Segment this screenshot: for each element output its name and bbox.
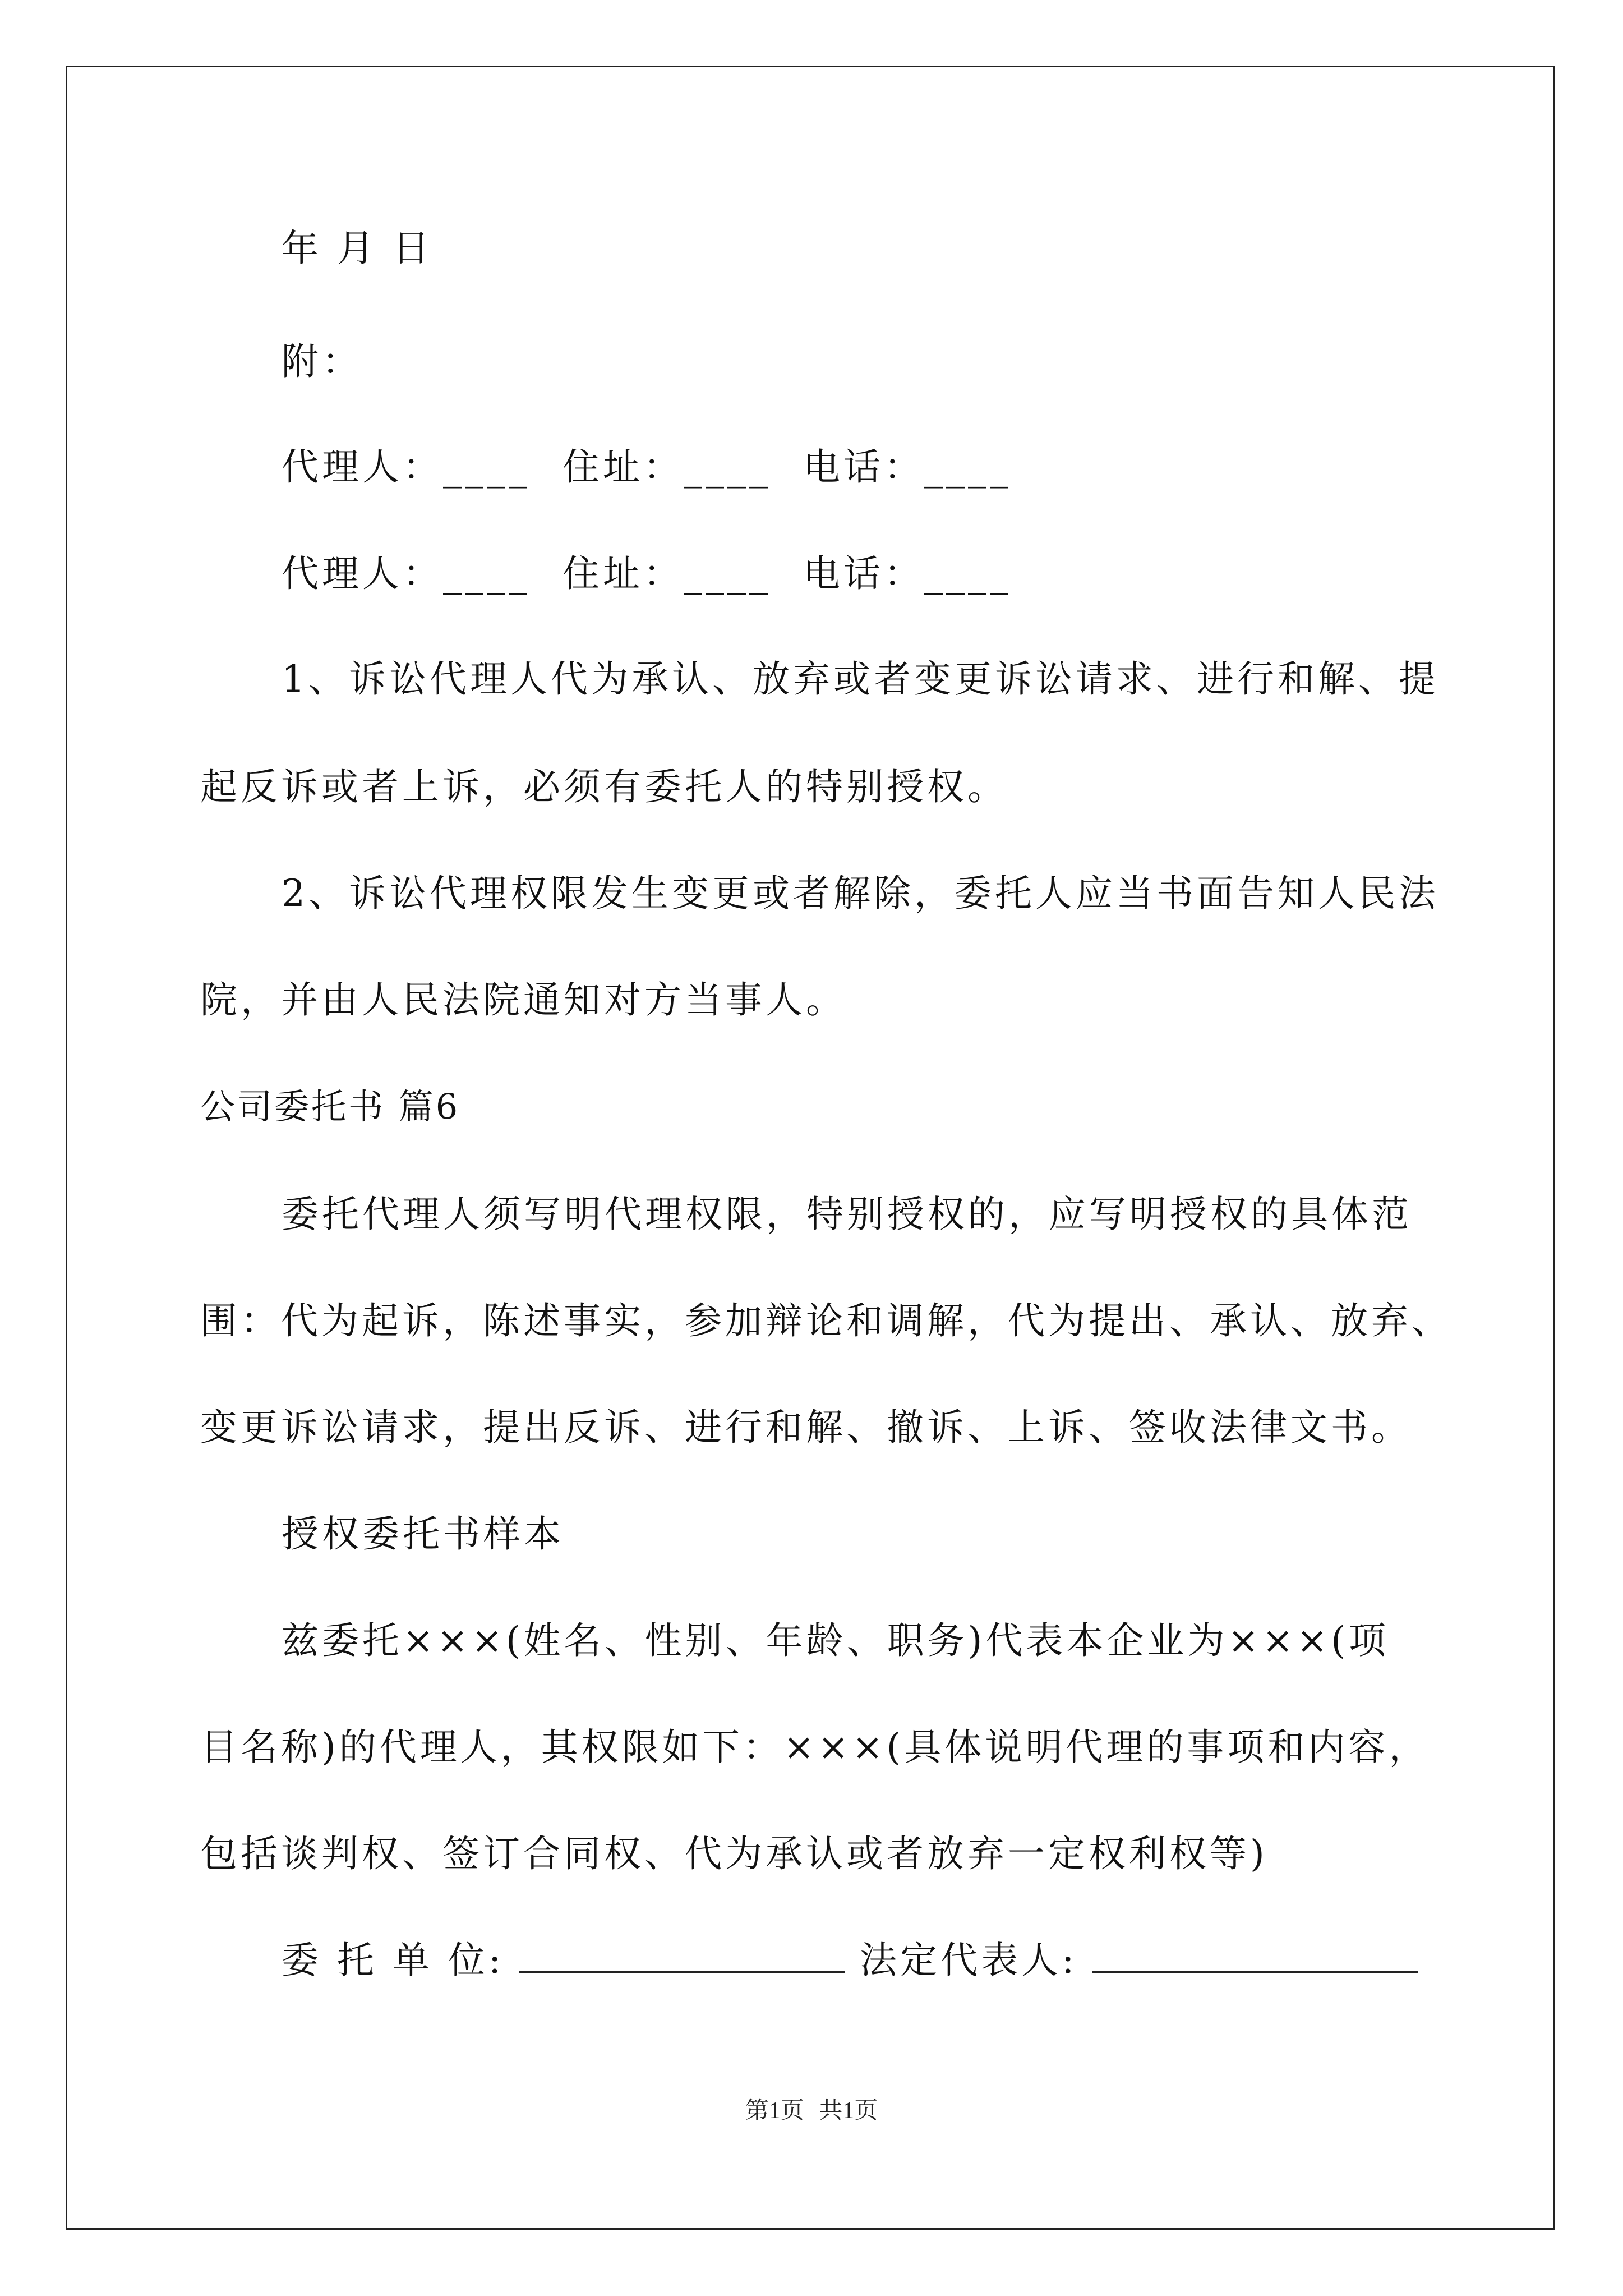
para-1-line-3: 变更诉讼请求，提出反诉、进行和解、撤诉、上诉、签收法律文书。: [200, 1406, 1412, 1449]
address-blank: ____: [683, 552, 771, 595]
legal-rep-blank: [1092, 1968, 1418, 1973]
agent-label: 代理人：: [282, 552, 443, 595]
address-label: 住址：: [562, 552, 684, 595]
para-2-line-1: 兹委托×××(姓名、性别、年龄、职务)代表本企业为×××(项: [282, 1619, 1390, 1662]
agent-row-2: [282, 552, 1012, 595]
signature-row: [282, 1939, 1418, 1982]
page-total: 共1页: [819, 2098, 878, 2124]
phone-label: 电话：: [803, 552, 924, 595]
para-2-line-2: 目名称)的代理人，其权限如下：×××(具体说明代理的事项和内容，: [200, 1726, 1430, 1769]
agent-label: 代理人：: [282, 445, 443, 489]
phone-blank: ____: [924, 552, 1012, 595]
phone-blank: ____: [924, 445, 1012, 489]
note-1-line-1: 1、诉讼代理人代为承认、放弃或者变更诉讼请求、进行和解、提: [282, 657, 1439, 701]
principal-unit-blank: [519, 1968, 845, 1973]
note-1-line-2: 起反诉或者上诉，必须有委托人的特别授权。: [200, 765, 1008, 808]
agent-row-1: [282, 445, 1012, 489]
page-current: 第1页: [745, 2098, 804, 2124]
attachment-label: 附：: [282, 340, 362, 383]
agent-blank: ____: [443, 552, 531, 595]
address-label: 住址：: [562, 445, 684, 489]
note-2-line-1: 2、诉讼代理权限发生变更或者解除，委托人应当书面告知人民法: [282, 872, 1439, 915]
para-2-line-3: 包括谈判权、签订合同权、代为承认或者放弃一定权利权等): [200, 1832, 1268, 1875]
note-2-line-2: 院，并由人民法院通知对方当事人。: [200, 978, 846, 1022]
phone-label: 电话：: [803, 445, 924, 489]
para-1-line-1: 委托代理人须写明代理权限，特别授权的，应写明授权的具体范: [282, 1193, 1412, 1236]
para-1-line-2: 围：代为起诉，陈述事实，参加辩论和调解，代为提出、承认、放弃、: [200, 1299, 1452, 1342]
address-blank: ____: [683, 445, 771, 489]
section-title: 公司委托书 篇6: [200, 1086, 460, 1127]
principal-unit-label: 委 托 单 位:: [282, 1939, 505, 1982]
agent-blank: ____: [443, 445, 531, 489]
date-line: 年 月 日: [282, 227, 433, 270]
legal-rep-label: 法定代表人:: [860, 1939, 1078, 1982]
sample-title: 授权委托书样本: [282, 1512, 564, 1556]
page-footer: [0, 2099, 1623, 2123]
